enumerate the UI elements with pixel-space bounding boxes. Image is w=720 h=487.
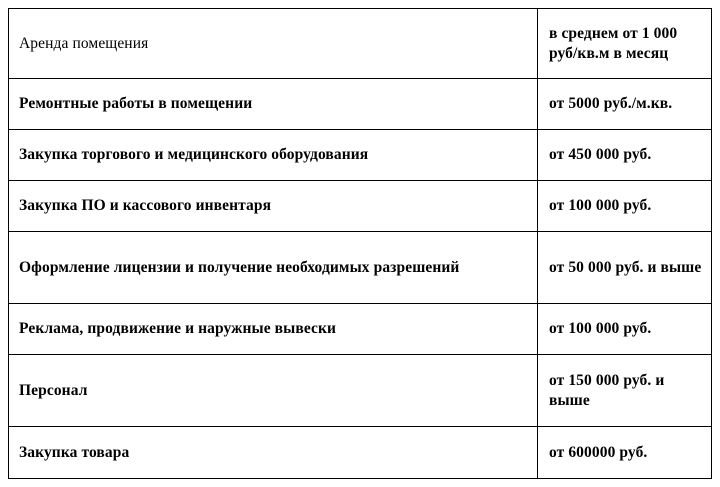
expense-cost: от 50 000 руб. и выше	[538, 232, 712, 304]
expense-item: Реклама, продвижение и наружные вывески	[9, 304, 538, 355]
expense-cost: от 600000 руб.	[538, 427, 712, 479]
expense-cost: от 450 000 руб.	[538, 130, 712, 181]
expense-item: Аренда помещения	[9, 9, 538, 79]
expense-cost: в среднем от 1 000 руб/кв.м в месяц	[538, 9, 712, 79]
expense-item: Оформление лицензии и получение необходимых разрешений	[9, 232, 538, 304]
expense-cost: от 5000 руб./м.кв.	[538, 79, 712, 130]
expense-item: Персонал	[9, 355, 538, 427]
table-row	[9, 232, 712, 304]
table-row	[9, 79, 712, 130]
expense-item: Закупка торгового и медицинского оборудования	[9, 130, 538, 181]
table-row	[9, 427, 712, 479]
table-row	[9, 304, 712, 355]
table-row	[9, 355, 712, 427]
table-row	[9, 130, 712, 181]
table-row	[9, 9, 712, 79]
expense-cost: от 100 000 руб.	[538, 304, 712, 355]
cost-table	[8, 8, 712, 479]
table-row	[9, 181, 712, 232]
expense-item: Ремонтные работы в помещении	[9, 79, 538, 130]
expense-item: Закупка товара	[9, 427, 538, 479]
expense-item: Закупка ПО и кассового инвентаря	[9, 181, 538, 232]
expense-cost: от 150 000 руб. и выше	[538, 355, 712, 427]
expense-cost: от 100 000 руб.	[538, 181, 712, 232]
